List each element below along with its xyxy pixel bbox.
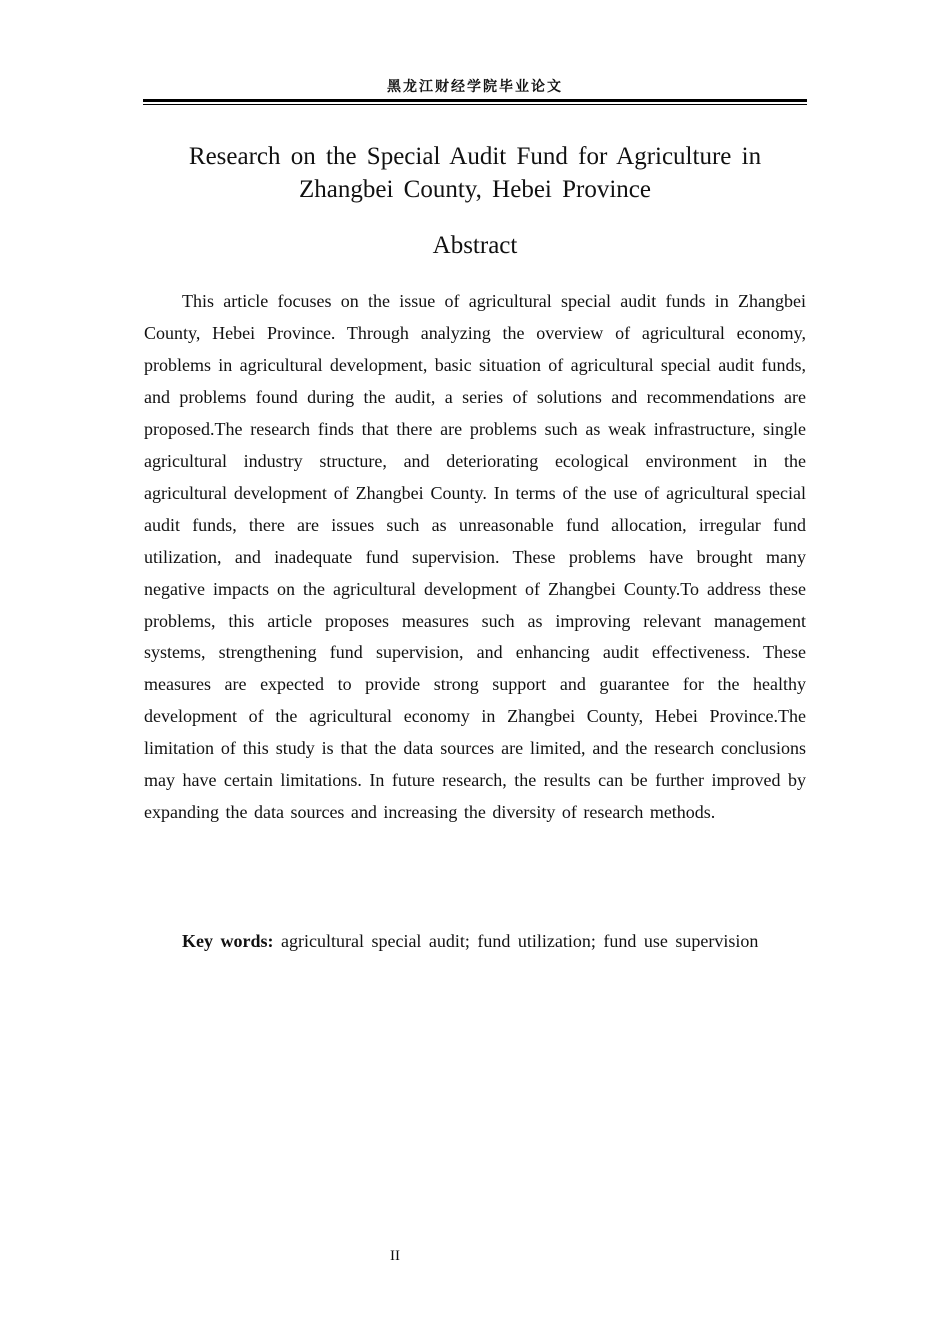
keywords-label: Key words: [182,931,274,951]
keywords-text: agricultural special audit; fund utilization; fund use supervision [281,931,759,951]
abstract-body: This article focuses on the issue of agricultural special audit funds in Zhangbei County, Hebei Province. Through analyzing the overview of agricultural economy, problems in agricultural development, basic situation of agricultural special audit funds, and problems found during the audit, a series of solutions and recommendations are proposed.The research finds that there are problems such as weak infrastructure, single agricultural industry structure, and deteriorating ecological environment in the agricultural development of Zhangbei County. In terms of the use of agricultural special audit funds, there are issues such as unreasonable fund allocation, irregular fund utilization, and inadequate fund supervision. These problems have brought many negative impacts on the agricultural development of Zhangbei County.To address these problems, this article proposes measures such as improving relevant management systems, strengthening fund supervision, and enhancing audit effectiveness. These measures are expected to provide strong support and guarantee for the healthy development of the agricultural economy in Zhangbei County, Hebei Province.The limitation of this study is that the data sources are limited, and the research conclusions may have certain limitations. In future research, the results can be further improved by expanding the data sources and increasing the diversity of research methods. [144,291,806,823]
header-rule-thin [143,104,807,105]
paper-title: Research on the Special Audit Fund for Agriculture in Zhangbei County, Hebei Province [188,143,762,203]
keywords-line [182,928,822,954]
abstract-heading: Abstract [432,232,518,259]
header-rule-thick [143,99,807,102]
header-title: 黑龙江财经学院毕业论文 [387,79,563,95]
page-number: II [390,1248,400,1264]
